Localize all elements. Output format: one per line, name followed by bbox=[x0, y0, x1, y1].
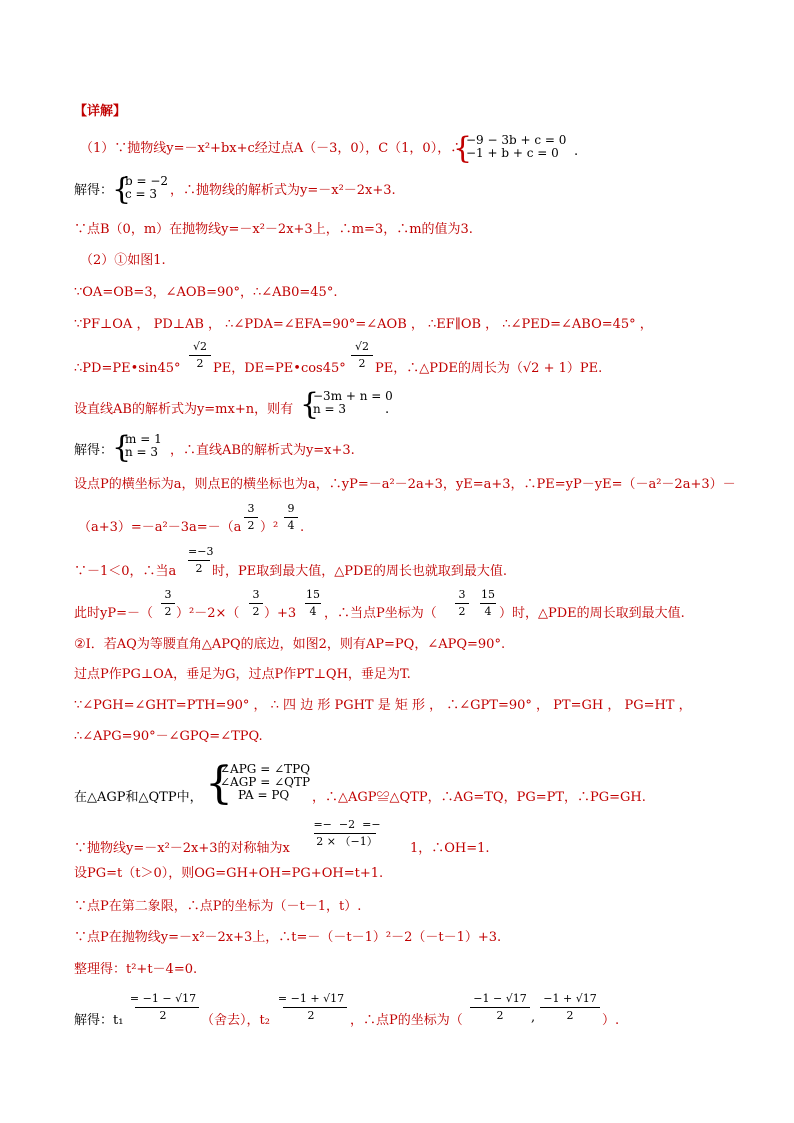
line-24-b: （舍去），t₂ bbox=[201, 1013, 270, 1028]
denominator: 4 bbox=[309, 605, 317, 618]
fraction bbox=[188, 545, 214, 576]
brace: { bbox=[300, 387, 320, 422]
system-2 bbox=[125, 175, 168, 201]
line-20: 设PG=t（t＞0），则OG=GH+OH=PG+OH=t+1. bbox=[74, 866, 384, 881]
fraction bbox=[300, 818, 394, 849]
fraction bbox=[470, 992, 530, 1023]
line-24-d: ）. bbox=[602, 1013, 620, 1028]
fraction bbox=[351, 340, 373, 371]
numerator: −1 + √17 bbox=[543, 992, 597, 1005]
line-13-c: ）+3 bbox=[264, 606, 297, 621]
line-6: ∵PF⊥OA ， PD⊥AB ， ∴∠PDA=∠EFA=90°=∠AOB ， ∴EF∥OB ， ∴∠PED=∠ABO=45° ， bbox=[74, 317, 653, 332]
system-3 bbox=[313, 390, 393, 416]
equation: c = 3 bbox=[125, 187, 158, 201]
denominator: 4 bbox=[484, 605, 492, 618]
denominator: 2 bbox=[566, 1009, 574, 1022]
numerator: 15 bbox=[481, 588, 495, 601]
line-2-post: ，∴抛物线的解析式为y=－x²－2x+3. bbox=[170, 183, 396, 198]
line-8-pre: 设直线AB的解析式为y=mx+n，则有 bbox=[74, 402, 294, 417]
fraction bbox=[455, 588, 469, 619]
denominator: 2 bbox=[196, 357, 204, 370]
punct: . bbox=[385, 402, 390, 417]
system-5 bbox=[220, 763, 310, 802]
line-14: ②Ⅰ．若AQ为等腰直角△APQ的底边，如图2，则有AP=PQ，∠APQ=90°. bbox=[74, 637, 506, 652]
line-21: ∵点P在第二象限，∴点P的坐标为（－t－1，t）. bbox=[74, 899, 362, 914]
line-11-c: . bbox=[300, 520, 305, 535]
numerator: = −1 + √17 bbox=[277, 992, 345, 1005]
numerator: √2 bbox=[192, 340, 207, 353]
line-7-b: PE，DE=PE•cos45° bbox=[213, 361, 346, 376]
line-23: 整理得：t²+t－4=0. bbox=[74, 962, 198, 977]
fraction bbox=[275, 992, 347, 1023]
denominator: 2 bbox=[252, 605, 260, 618]
fraction bbox=[189, 340, 211, 371]
equation: PA = PQ bbox=[238, 788, 290, 802]
numerator: √2 bbox=[354, 340, 369, 353]
line-4: （2）①如图1. bbox=[80, 253, 166, 268]
line-10: 设点P的横坐标为a，则点E的横坐标也为a，∴yP=－a²－2a+3，yE=a+3，∴PE=yP－yE=（－a²－2a+3）－ bbox=[74, 477, 736, 492]
fraction bbox=[249, 588, 263, 619]
equation: −3m + n = 0 bbox=[313, 389, 393, 403]
fraction bbox=[284, 502, 298, 533]
brace: { bbox=[112, 430, 132, 465]
denominator: 2 bbox=[195, 562, 203, 575]
line-18-post: ，∴△AGP≌△QTP，∴AG=TQ，PG=PT，∴PG=GH. bbox=[312, 790, 646, 805]
equation: ∠APG = ∠TPQ bbox=[220, 762, 311, 776]
denominator: 2 × （−1） bbox=[316, 835, 378, 848]
brace: { bbox=[205, 758, 233, 809]
equation: n = 3 bbox=[313, 402, 347, 416]
fraction bbox=[127, 992, 199, 1023]
brace: { bbox=[453, 131, 473, 166]
fraction bbox=[540, 992, 600, 1023]
line-24-c: ，∴点P的坐标为（ bbox=[350, 1013, 463, 1028]
line-16: ∵∠PGH=∠GHT=PTH=90° ， ∴ 四 边 形 PGHT 是 矩 形 ， ∴∠GPT=90° ， PT=GH ， PG=HT ， bbox=[74, 698, 692, 713]
numerator: = −1 − √17 bbox=[129, 992, 197, 1005]
line-11-a: （a+3）=－a²－3a=－（a bbox=[78, 520, 242, 535]
line-9-pre: 解得： bbox=[74, 443, 114, 458]
numerator: 15 bbox=[306, 588, 320, 601]
equation: n = 3 bbox=[125, 445, 159, 459]
line-15: 过点P作PG⊥OA，垂足为G，过点P作PT⊥QH，垂足为T. bbox=[74, 667, 411, 682]
line-13-e: ）时，△PDE的周长取到最大值. bbox=[499, 606, 685, 621]
line-12-a: ∵－1＜0，∴当a bbox=[74, 564, 177, 579]
line-13-b: ）²－2×（ bbox=[176, 606, 240, 621]
line-5: ∵OA=OB=3，∠AOB=90°，∴∠AB0=45°. bbox=[74, 285, 338, 300]
line-11-b: ）² bbox=[260, 520, 279, 535]
denominator: 2 bbox=[496, 1009, 504, 1022]
line-2-pre: 解得： bbox=[74, 183, 114, 198]
numerator: 3 bbox=[247, 502, 255, 515]
line-24-a: 解得：t₁ bbox=[74, 1013, 124, 1028]
line-12-b: 时，PE取到最大值，△PDE的周长也就取到最大值. bbox=[212, 564, 508, 579]
heading: 【详解】 bbox=[74, 104, 127, 119]
line-7-c: PE，∴△PDE的周长为（√2 + 1）PE. bbox=[375, 361, 603, 376]
numerator: 3 bbox=[458, 588, 466, 601]
punct: . bbox=[574, 144, 579, 159]
numerator: =− −2 =− bbox=[313, 818, 381, 831]
system-1 bbox=[466, 134, 566, 160]
line-1-text: （1）∵抛物线y=－x²+bx+c经过点A（－3，0），C（1，0），∴ bbox=[80, 141, 464, 156]
denominator: 2 bbox=[458, 605, 466, 618]
denominator: 4 bbox=[287, 519, 295, 532]
comma: , bbox=[531, 1010, 536, 1025]
denominator: 2 bbox=[247, 519, 255, 532]
equation: −1 + b + c = 0 bbox=[466, 146, 559, 160]
line-22: ∵点P在抛物线y=－x²－2x+3上，∴t=－（－t－1）²－2（－t－1）+3. bbox=[74, 930, 502, 945]
fraction bbox=[161, 588, 175, 619]
line-17: ∴∠APG=90°－∠GPQ=∠TPQ. bbox=[74, 729, 263, 744]
equation: −9 − 3b + c = 0 bbox=[466, 133, 567, 147]
denominator: 2 bbox=[307, 1009, 315, 1022]
fraction bbox=[244, 502, 258, 533]
line-19-b: 1，∴OH=1. bbox=[410, 841, 490, 856]
line-13-d: ，∴当点P坐标为（ bbox=[324, 606, 437, 621]
equation: ∠AGP = ∠QTP bbox=[220, 775, 311, 789]
line-18-pre: 在△AGP和△QTP中， bbox=[74, 790, 203, 805]
equation: b = −2 bbox=[125, 174, 169, 188]
line-3: ∵点B（0，m）在抛物线y=－x²－2x+3上，∴m=3，∴m的值为3. bbox=[74, 222, 473, 237]
line-9-post: ，∴直线AB的解析式为y=x+3. bbox=[170, 443, 355, 458]
line-7-a: ∴PD=PE•sin45° bbox=[74, 361, 181, 376]
numerator: 3 bbox=[164, 588, 172, 601]
denominator: 2 bbox=[164, 605, 172, 618]
numerator: 3 bbox=[252, 588, 260, 601]
system-4 bbox=[125, 433, 162, 459]
denominator: 2 bbox=[159, 1009, 167, 1022]
numerator: =−3 bbox=[188, 545, 214, 558]
line-19-a: ∵抛物线y=－x²－2x+3的对称轴为x bbox=[74, 841, 290, 856]
fraction bbox=[480, 588, 496, 619]
brace: { bbox=[112, 172, 132, 207]
numerator: 9 bbox=[287, 502, 295, 515]
numerator: −1 − √17 bbox=[473, 992, 527, 1005]
fraction bbox=[305, 588, 321, 619]
equation: m = 1 bbox=[125, 432, 162, 446]
line-13-a: 此时yP=－（ bbox=[74, 606, 153, 621]
denominator: 2 bbox=[358, 357, 366, 370]
